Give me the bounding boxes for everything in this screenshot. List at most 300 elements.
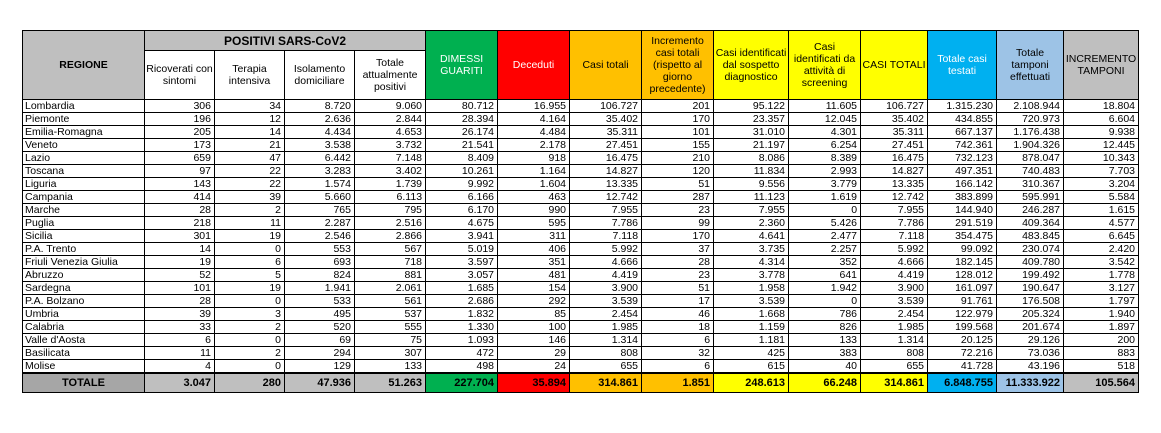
value-cell: 9.938 [1064, 126, 1139, 139]
table-row [23, 269, 1139, 282]
table-row [23, 178, 1139, 191]
value-cell: 6 [642, 360, 714, 374]
value-cell: 176.508 [997, 295, 1064, 308]
header-regione: REGIONE [23, 31, 145, 100]
value-cell: 26.174 [426, 126, 498, 139]
value-cell: 101 [145, 282, 215, 295]
value-cell: 2.108.944 [997, 100, 1064, 113]
value-cell: 218 [145, 217, 215, 230]
value-cell: 720.973 [997, 113, 1064, 126]
value-cell: 1.164 [498, 165, 570, 178]
value-cell: 1.315.230 [928, 100, 997, 113]
value-cell: 434.855 [928, 113, 997, 126]
value-cell: 765 [285, 204, 355, 217]
value-cell: 425 [714, 347, 789, 360]
value-cell: 354.475 [928, 230, 997, 243]
value-cell: 383 [789, 347, 861, 360]
value-cell: 808 [861, 347, 928, 360]
region-name-cell: Piemonte [23, 113, 145, 126]
value-cell: 1.739 [355, 178, 426, 191]
value-cell: 246.287 [997, 204, 1064, 217]
value-cell: 1.093 [426, 334, 498, 347]
value-cell: 4.314 [714, 256, 789, 269]
value-cell: 170 [642, 113, 714, 126]
covid-table-wrapper [22, 30, 1139, 393]
value-cell: 6 [642, 334, 714, 347]
value-cell: 41.728 [928, 360, 997, 374]
value-cell: 43.196 [997, 360, 1064, 374]
value-cell: 2 [215, 204, 285, 217]
value-cell: 9.992 [426, 178, 498, 191]
header-incremento: Incremento casi totali (rispetto al giorno precedente) [642, 31, 714, 100]
value-cell: 35.402 [570, 113, 642, 126]
value-cell: 99.092 [928, 243, 997, 256]
value-cell: 19 [145, 256, 215, 269]
value-cell: 144.940 [928, 204, 997, 217]
value-cell: 28 [642, 256, 714, 269]
value-cell: 95.122 [714, 100, 789, 113]
value-cell: 10.261 [426, 165, 498, 178]
value-cell: 3.779 [789, 178, 861, 191]
region-name-cell: Puglia [23, 217, 145, 230]
header-dimessi: DIMESSI GUARITI [426, 31, 498, 100]
value-cell: 11.834 [714, 165, 789, 178]
value-cell: 7.118 [861, 230, 928, 243]
value-cell: 3.542 [1064, 256, 1139, 269]
table-row [23, 165, 1139, 178]
value-cell: 21 [215, 139, 285, 152]
value-cell: 553 [285, 243, 355, 256]
value-cell: 5.426 [789, 217, 861, 230]
value-cell: 196 [145, 113, 215, 126]
value-cell: 883 [1064, 347, 1139, 360]
value-cell: 1.574 [285, 178, 355, 191]
value-cell: 732.123 [928, 152, 997, 165]
header-casi-totali: Casi totali [570, 31, 642, 100]
header-sospetto: Casi identificati dal sospetto diagnostico [714, 31, 789, 100]
value-cell: 481 [498, 269, 570, 282]
value-cell: 14 [215, 126, 285, 139]
value-cell: 99 [642, 217, 714, 230]
value-cell: 34 [215, 100, 285, 113]
value-cell: 826 [789, 321, 861, 334]
table-row [23, 321, 1139, 334]
value-cell: 406 [498, 243, 570, 256]
value-cell: 8.389 [789, 152, 861, 165]
value-cell: 824 [285, 269, 355, 282]
value-cell: 28 [145, 204, 215, 217]
value-cell: 3.283 [285, 165, 355, 178]
value-cell: 7.955 [861, 204, 928, 217]
value-cell: 1.314 [861, 334, 928, 347]
value-cell: 1.330 [426, 321, 498, 334]
value-cell: 205 [145, 126, 215, 139]
value-cell: 3.597 [426, 256, 498, 269]
value-cell: 31.010 [714, 126, 789, 139]
value-cell: 11 [145, 347, 215, 360]
value-cell: 28.394 [426, 113, 498, 126]
table-row [23, 204, 1139, 217]
value-cell: 3.539 [570, 295, 642, 308]
value-cell: 641 [789, 269, 861, 282]
value-cell: 4.484 [498, 126, 570, 139]
value-cell: 5 [215, 269, 285, 282]
value-cell: 199.568 [928, 321, 997, 334]
header-screening: Casi identificati da attività di screening [789, 31, 861, 100]
table-row [23, 256, 1139, 269]
value-cell: 463 [498, 191, 570, 204]
value-cell: 3.900 [570, 282, 642, 295]
region-name-cell: Molise [23, 360, 145, 374]
value-cell: 100 [498, 321, 570, 334]
value-cell: 6.254 [789, 139, 861, 152]
table-row [23, 113, 1139, 126]
table-row [23, 243, 1139, 256]
region-name-cell: Friuli Venezia Giulia [23, 256, 145, 269]
value-cell: 352 [789, 256, 861, 269]
value-cell: 693 [285, 256, 355, 269]
value-cell: 4.419 [570, 269, 642, 282]
header-isolamento: Isolamento domiciliare [285, 51, 355, 100]
value-cell: 7.118 [570, 230, 642, 243]
value-cell: 918 [498, 152, 570, 165]
header-terapia: Terapia intensiva [215, 51, 285, 100]
value-cell: 17 [642, 295, 714, 308]
value-cell: 12 [215, 113, 285, 126]
value-cell: 52 [145, 269, 215, 282]
value-cell: 2.866 [355, 230, 426, 243]
value-cell: 13.335 [861, 178, 928, 191]
table-body [23, 100, 1139, 374]
value-cell: 16.475 [570, 152, 642, 165]
value-cell: 1.181 [714, 334, 789, 347]
value-cell: 497.351 [928, 165, 997, 178]
region-name-cell: Abruzzo [23, 269, 145, 282]
value-cell: 8.409 [426, 152, 498, 165]
value-cell: 2.178 [498, 139, 570, 152]
value-cell: 1.940 [1064, 308, 1139, 321]
value-cell: 3.538 [285, 139, 355, 152]
table-row [23, 230, 1139, 243]
value-cell: 533 [285, 295, 355, 308]
value-cell: 351 [498, 256, 570, 269]
value-cell: 2.454 [861, 308, 928, 321]
value-cell: 35.311 [861, 126, 928, 139]
value-cell: 4.675 [426, 217, 498, 230]
value-cell: 1.159 [714, 321, 789, 334]
value-cell: 47 [215, 152, 285, 165]
value-cell: 11.605 [789, 100, 861, 113]
value-cell: 8.086 [714, 152, 789, 165]
value-cell: 5.584 [1064, 191, 1139, 204]
value-cell: 72.216 [928, 347, 997, 360]
value-cell: 6 [215, 256, 285, 269]
value-cell: 655 [570, 360, 642, 374]
header-ricoverati: Ricoverati con sintomi [145, 51, 215, 100]
value-cell: 2.061 [355, 282, 426, 295]
value-cell: 383.899 [928, 191, 997, 204]
value-cell: 19 [215, 230, 285, 243]
totals-cell: 35.894 [498, 373, 570, 393]
value-cell: 1.941 [285, 282, 355, 295]
value-cell: 2.636 [285, 113, 355, 126]
value-cell: 12.742 [570, 191, 642, 204]
value-cell: 6 [145, 334, 215, 347]
totals-cell: 1.851 [642, 373, 714, 393]
value-cell: 7.703 [1064, 165, 1139, 178]
value-cell: 2.420 [1064, 243, 1139, 256]
value-cell: 718 [355, 256, 426, 269]
totals-cell: 51.263 [355, 373, 426, 393]
value-cell: 2.546 [285, 230, 355, 243]
value-cell: 20.125 [928, 334, 997, 347]
value-cell: 2.844 [355, 113, 426, 126]
value-cell: 615 [714, 360, 789, 374]
value-cell: 1.897 [1064, 321, 1139, 334]
value-cell: 10.343 [1064, 152, 1139, 165]
value-cell: 0 [789, 295, 861, 308]
region-name-cell: Lombardia [23, 100, 145, 113]
region-name-cell: Lazio [23, 152, 145, 165]
value-cell: 795 [355, 204, 426, 217]
value-cell: 306 [145, 100, 215, 113]
table-row [23, 100, 1139, 113]
region-name-cell: Sicilia [23, 230, 145, 243]
value-cell: 287 [642, 191, 714, 204]
value-cell: 11.123 [714, 191, 789, 204]
value-cell: 73.036 [997, 347, 1064, 360]
value-cell: 8.720 [285, 100, 355, 113]
value-cell: 4.434 [285, 126, 355, 139]
region-name-cell: Toscana [23, 165, 145, 178]
value-cell: 3.539 [714, 295, 789, 308]
value-cell: 27.451 [570, 139, 642, 152]
region-name-cell: Liguria [23, 178, 145, 191]
header-tamponi: Totale tamponi effettuati [997, 31, 1064, 100]
value-cell: 23.357 [714, 113, 789, 126]
value-cell: 483.845 [997, 230, 1064, 243]
value-cell: 39 [215, 191, 285, 204]
value-cell: 205.324 [997, 308, 1064, 321]
table-row [23, 295, 1139, 308]
value-cell: 170 [642, 230, 714, 243]
value-cell: 29 [498, 347, 570, 360]
value-cell: 1.685 [426, 282, 498, 295]
table-row [23, 334, 1139, 347]
header-positivi-group: POSITIVI SARS-CoV2 [145, 31, 426, 51]
value-cell: 2.686 [426, 295, 498, 308]
value-cell: 23 [642, 269, 714, 282]
header-deceduti: Deceduti [498, 31, 570, 100]
value-cell: 46 [642, 308, 714, 321]
region-name-cell: Valle d'Aosta [23, 334, 145, 347]
value-cell: 120 [642, 165, 714, 178]
region-name-cell: Sardegna [23, 282, 145, 295]
value-cell: 4.301 [789, 126, 861, 139]
value-cell: 12.445 [1064, 139, 1139, 152]
value-cell: 2.454 [570, 308, 642, 321]
value-cell: 3.900 [861, 282, 928, 295]
value-cell: 5.019 [426, 243, 498, 256]
value-cell: 3.735 [714, 243, 789, 256]
value-cell: 7.955 [570, 204, 642, 217]
value-cell: 91.761 [928, 295, 997, 308]
value-cell: 19 [215, 282, 285, 295]
value-cell: 472 [426, 347, 498, 360]
region-name-cell: Basilicata [23, 347, 145, 360]
totals-cell: 314.861 [861, 373, 928, 393]
value-cell: 3.204 [1064, 178, 1139, 191]
value-cell: 0 [215, 334, 285, 347]
value-cell: 6.604 [1064, 113, 1139, 126]
region-name-cell: Calabria [23, 321, 145, 334]
value-cell: 414 [145, 191, 215, 204]
value-cell: 35.311 [570, 126, 642, 139]
value-cell: 133 [789, 334, 861, 347]
value-cell: 173 [145, 139, 215, 152]
value-cell: 22 [215, 178, 285, 191]
value-cell: 97 [145, 165, 215, 178]
table-row [23, 152, 1139, 165]
value-cell: 129 [285, 360, 355, 374]
value-cell: 4.164 [498, 113, 570, 126]
table-row [23, 308, 1139, 321]
value-cell: 6.645 [1064, 230, 1139, 243]
totals-cell: 105.564 [1064, 373, 1139, 393]
value-cell: 23 [642, 204, 714, 217]
value-cell: 4.653 [355, 126, 426, 139]
value-cell: 2.993 [789, 165, 861, 178]
region-name-cell: P.A. Trento [23, 243, 145, 256]
value-cell: 9.556 [714, 178, 789, 191]
value-cell: 14.827 [570, 165, 642, 178]
value-cell: 33 [145, 321, 215, 334]
value-cell: 154 [498, 282, 570, 295]
header-totale-positivi: Totale attualmente positivi [355, 51, 426, 100]
value-cell: 27.451 [861, 139, 928, 152]
value-cell: 14 [145, 243, 215, 256]
value-cell: 520 [285, 321, 355, 334]
value-cell: 4.577 [1064, 217, 1139, 230]
value-cell: 18 [642, 321, 714, 334]
totals-cell: 227.704 [426, 373, 498, 393]
value-cell: 881 [355, 269, 426, 282]
value-cell: 3.941 [426, 230, 498, 243]
value-cell: 292 [498, 295, 570, 308]
value-cell: 69 [285, 334, 355, 347]
value-cell: 32 [642, 347, 714, 360]
region-name-cell: Campania [23, 191, 145, 204]
value-cell: 595.991 [997, 191, 1064, 204]
value-cell: 7.786 [861, 217, 928, 230]
value-cell: 6.166 [426, 191, 498, 204]
value-cell: 1.668 [714, 308, 789, 321]
value-cell: 786 [789, 308, 861, 321]
value-cell: 106.727 [861, 100, 928, 113]
value-cell: 2.287 [285, 217, 355, 230]
value-cell: 990 [498, 204, 570, 217]
value-cell: 1.958 [714, 282, 789, 295]
table-row [23, 191, 1139, 204]
value-cell: 4.419 [861, 269, 928, 282]
totals-cell: 6.848.755 [928, 373, 997, 393]
value-cell: 9.060 [355, 100, 426, 113]
value-cell: 307 [355, 347, 426, 360]
value-cell: 3.539 [861, 295, 928, 308]
region-name-cell: Veneto [23, 139, 145, 152]
value-cell: 0 [215, 360, 285, 374]
value-cell: 808 [570, 347, 642, 360]
totals-cell: 66.248 [789, 373, 861, 393]
value-cell: 1.832 [426, 308, 498, 321]
value-cell: 2 [215, 321, 285, 334]
header-testati: Totale casi testati [928, 31, 997, 100]
value-cell: 1.797 [1064, 295, 1139, 308]
value-cell: 199.492 [997, 269, 1064, 282]
table-row [23, 282, 1139, 295]
totals-cell: 280 [215, 373, 285, 393]
totals-cell: 314.861 [570, 373, 642, 393]
value-cell: 230.074 [997, 243, 1064, 256]
value-cell: 1.904.326 [997, 139, 1064, 152]
value-cell: 3.732 [355, 139, 426, 152]
value-cell: 146 [498, 334, 570, 347]
table-row [23, 139, 1139, 152]
value-cell: 301 [145, 230, 215, 243]
value-cell: 0 [215, 243, 285, 256]
value-cell: 537 [355, 308, 426, 321]
value-cell: 567 [355, 243, 426, 256]
value-cell: 101 [642, 126, 714, 139]
region-name-cell: Marche [23, 204, 145, 217]
value-cell: 5.992 [861, 243, 928, 256]
value-cell: 555 [355, 321, 426, 334]
value-cell: 106.727 [570, 100, 642, 113]
value-cell: 12.045 [789, 113, 861, 126]
value-cell: 21.197 [714, 139, 789, 152]
value-cell: 37 [642, 243, 714, 256]
value-cell: 201 [642, 100, 714, 113]
value-cell: 13.335 [570, 178, 642, 191]
value-cell: 1.942 [789, 282, 861, 295]
value-cell: 40 [789, 360, 861, 374]
value-cell: 166.142 [928, 178, 997, 191]
totals-cell: 47.936 [285, 373, 355, 393]
value-cell: 51 [642, 178, 714, 191]
value-cell: 5.660 [285, 191, 355, 204]
totals-cell: 248.613 [714, 373, 789, 393]
value-cell: 5.992 [570, 243, 642, 256]
value-cell: 1.985 [861, 321, 928, 334]
value-cell: 21.541 [426, 139, 498, 152]
value-cell: 51 [642, 282, 714, 295]
value-cell: 1.176.438 [997, 126, 1064, 139]
value-cell: 161.097 [928, 282, 997, 295]
value-cell: 655 [861, 360, 928, 374]
value-cell: 291.519 [928, 217, 997, 230]
value-cell: 201.674 [997, 321, 1064, 334]
totals-cell: 3.047 [145, 373, 215, 393]
value-cell: 18.804 [1064, 100, 1139, 113]
table-row [23, 347, 1139, 360]
value-cell: 310.367 [997, 178, 1064, 191]
value-cell: 1.314 [570, 334, 642, 347]
region-name-cell: P.A. Bolzano [23, 295, 145, 308]
value-cell: 1.778 [1064, 269, 1139, 282]
value-cell: 4.641 [714, 230, 789, 243]
value-cell: 2.477 [789, 230, 861, 243]
value-cell: 28 [145, 295, 215, 308]
